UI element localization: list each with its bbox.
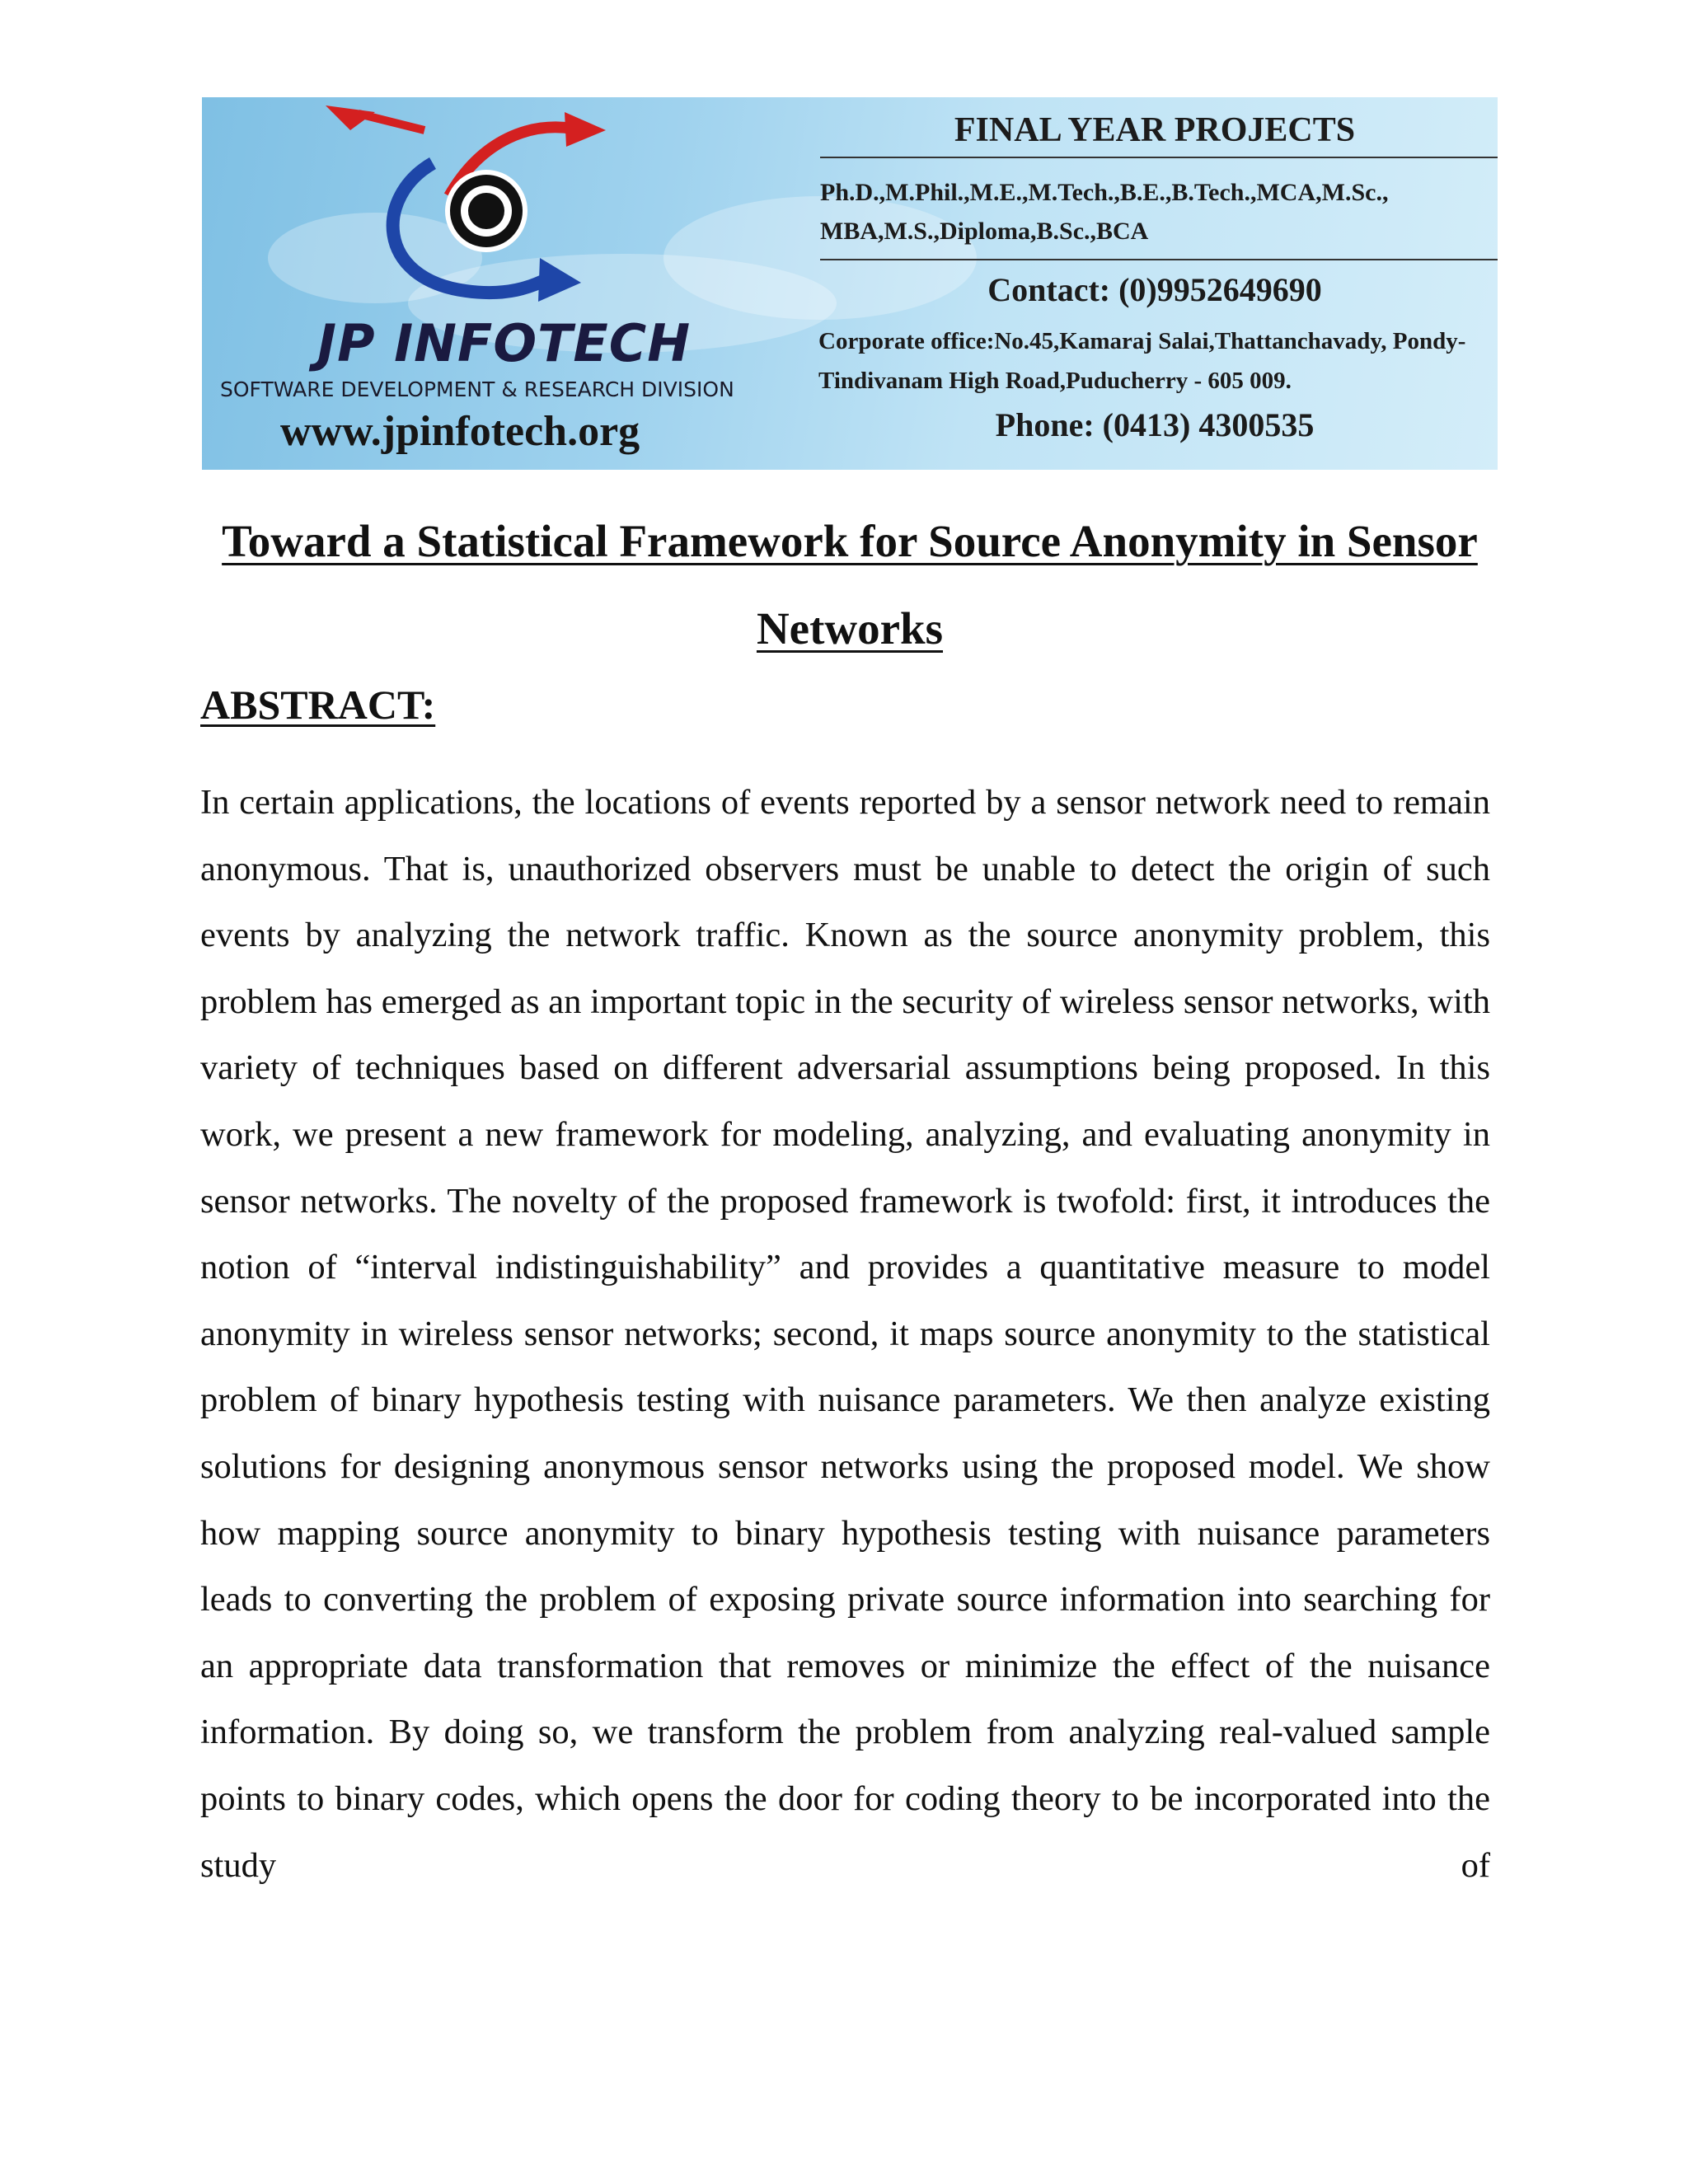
- website-url: www.jpinfotech.org: [280, 408, 640, 455]
- banner-title: FINAL YEAR PROJECTS: [954, 111, 1356, 149]
- document-title: Toward a Statistical Framework for Source Anonymity in Sensor Networks: [222, 516, 1478, 654]
- division-tagline: SOFTWARE DEVELOPMENT & RESEARCH DIVISION: [220, 377, 734, 401]
- divider: [820, 157, 1498, 158]
- header-banner: [202, 97, 1498, 470]
- banner-info-area: [812, 97, 1498, 470]
- phone-number: Phone: (0413) 4300535: [995, 406, 1315, 443]
- divider: [820, 259, 1498, 260]
- eye-with-arrows-logo-icon: [326, 105, 639, 328]
- banner-brand-area: [202, 97, 828, 470]
- degrees-list: Ph.D.,M.Phil.,M.E.,M.Tech.,B.E.,B.Tech.,MCA,M.Sc., MBA,M.S.,Diploma,B.Sc.,BCA: [820, 179, 1389, 245]
- office-address: Corporate office:No.45,Kamaraj Salai,Thattanchavady, Pondy-Tindivanam High Road,Puducherry - 605 009.: [818, 328, 1466, 394]
- brand-name: JP INFOTECH: [317, 313, 692, 373]
- abstract-heading: ABSTRACT:: [200, 682, 436, 728]
- contact-number: Contact: (0)9952649690: [987, 271, 1322, 308]
- abstract-body: In certain applications, the locations of events reported by a sensor network need to remain anonymous. That is, unauthorized observers must be unable to detect the origin of such events by analyzing the network traffic. Known as the source anonymity problem, this problem has emerged as an important topic in the security of wireless sensor networks, with variety of techniques based on different adversarial assumptions being proposed. In this work, we present a new framework for modeling, analyzing, and evaluating anonymity in sensor networks. The novelty of the proposed framework is twofold: first, it introduces the notion of “interval indistinguishability” and provides a quantitative measure to model anonymity in wireless sensor networks; second, it maps source anonymity to the statistical problem of binary hypothesis testing with nuisance parameters. We then analyze existing solutions for designing anonymous sensor networks using the proposed model. We show how mapping source anonymity to binary hypothesis testing with nuisance parameters leads to converting the problem of exposing private source information into searching for an appropriate data transformation that removes or minimize the effect of the nuisance information. By doing so, we transform the problem from analyzing real-valued sample points to binary codes, which opens the door for coding theory to be incorporated into the study of: [200, 783, 1490, 1885]
